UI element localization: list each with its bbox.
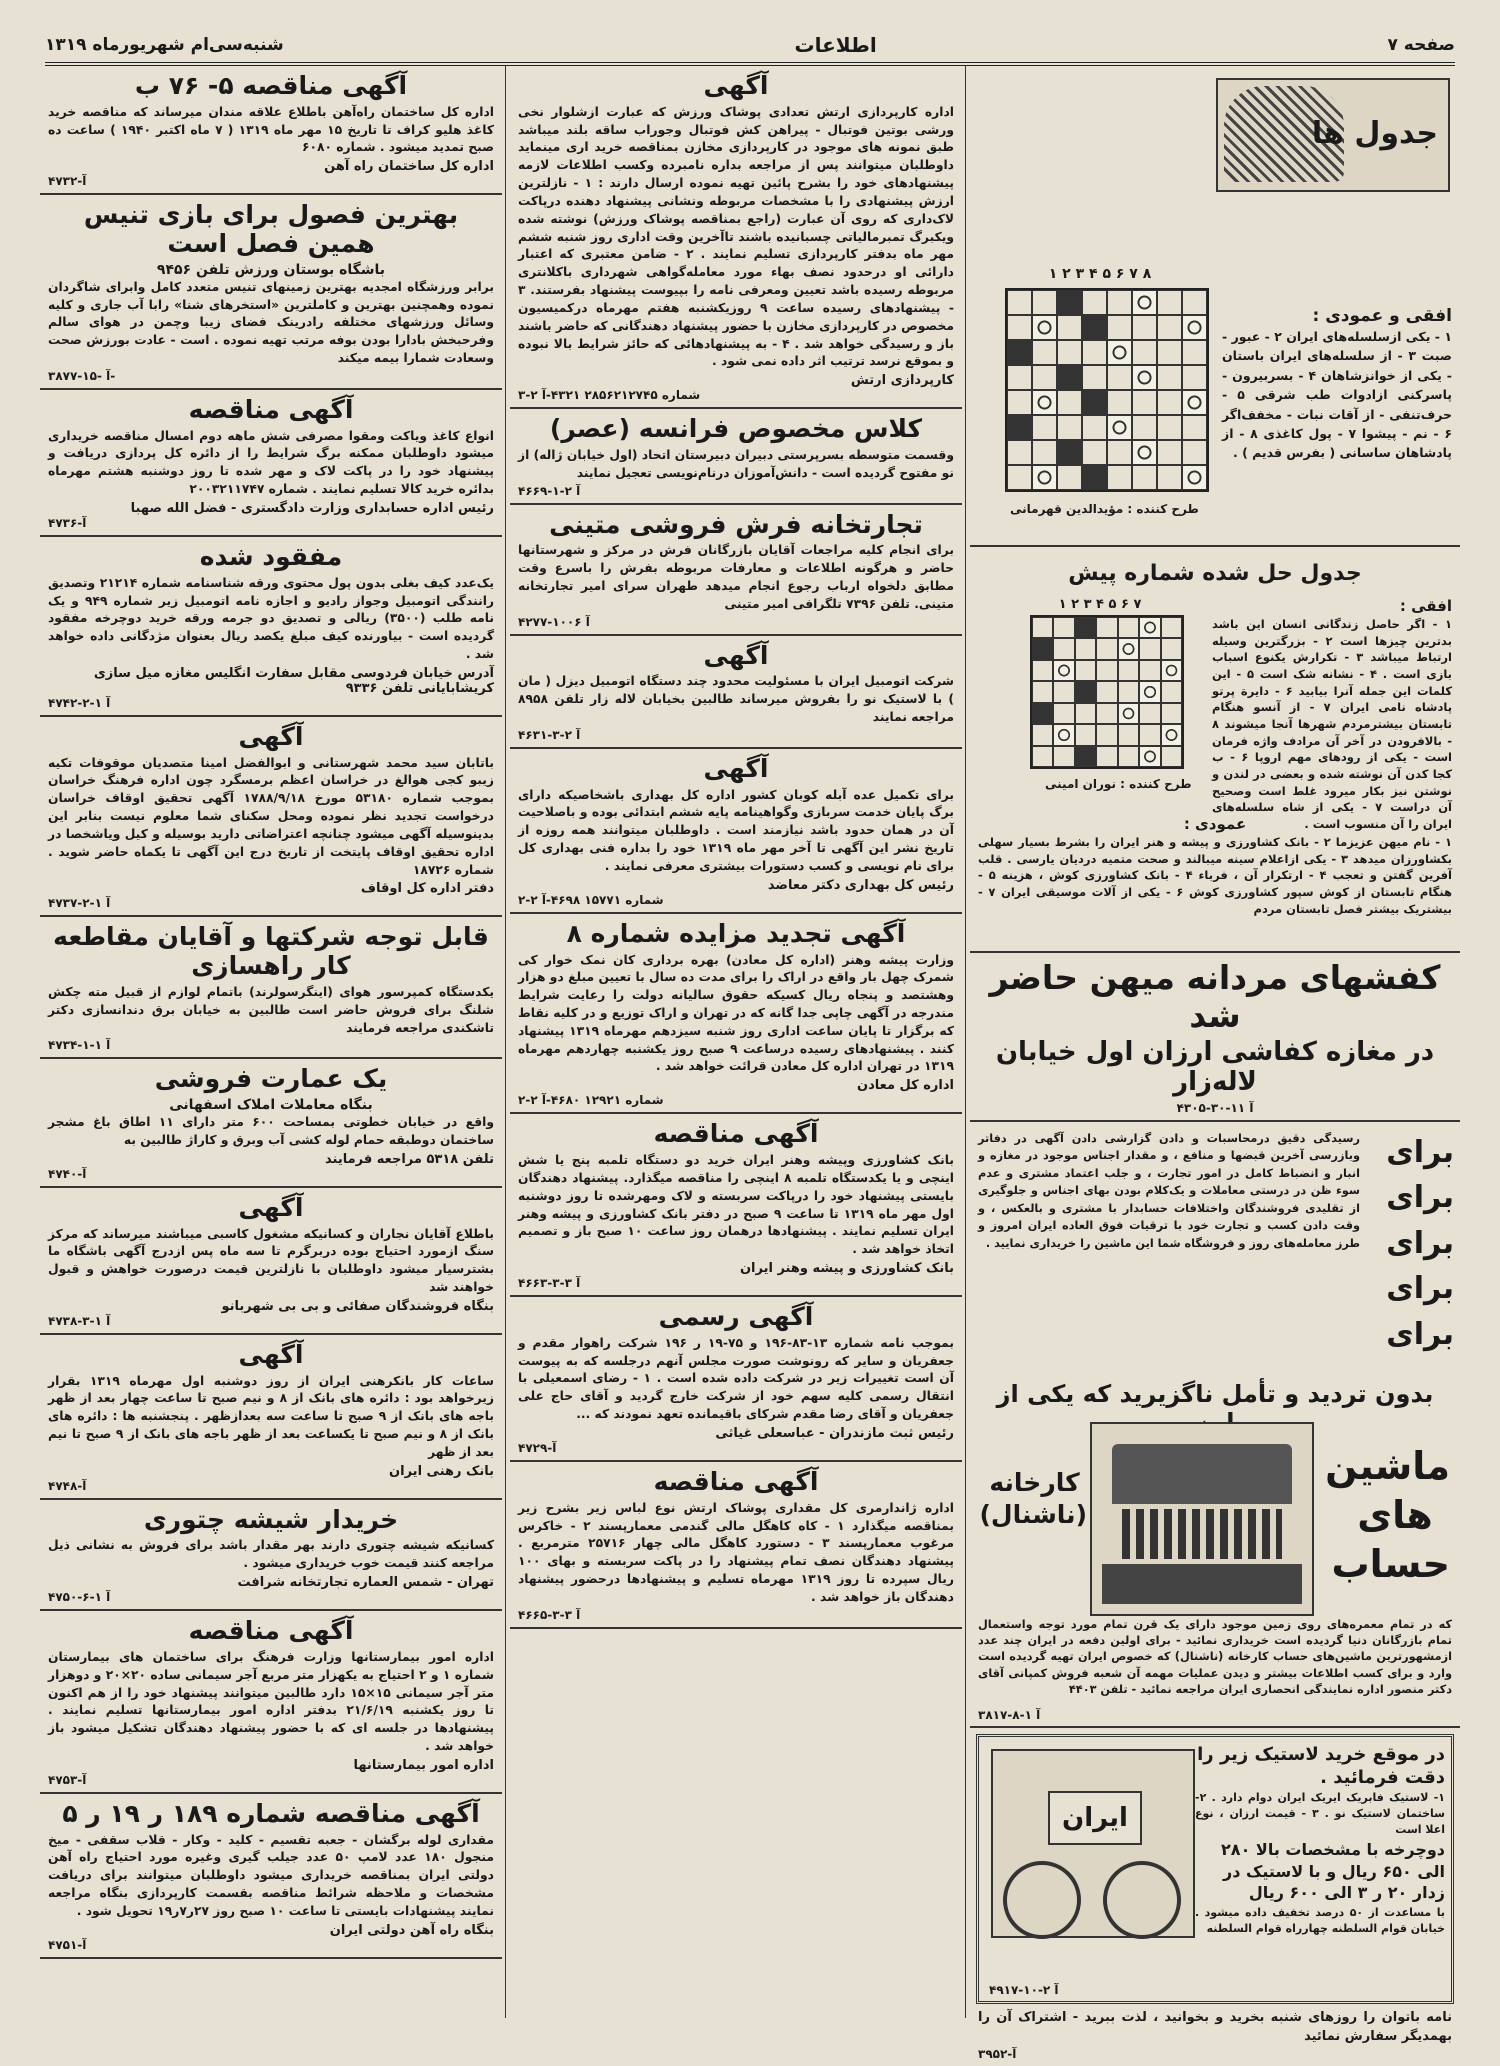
crossword-grid — [1005, 288, 1209, 492]
ad-title: مفقود شده — [199, 541, 343, 571]
crossword-cell — [1096, 724, 1117, 745]
crossword-cell — [1157, 365, 1182, 390]
ad-title: کلاس مخصوص فرانسه (عصر) — [549, 414, 923, 444]
crossword-cell — [1182, 415, 1207, 440]
solved-crossword-credit: طرح کننده : نوران امینی — [1045, 777, 1192, 791]
ad-body: اداره امور بیمارستانها وزارت فرهنگ برای ساختمان های بیمارستان شماره ۱ و ۲ احتیاج به یکهزار متر مربع آجر سیمانی ساده ۲۰×۲۰ و دوهزار متر آجر سیمانی ۱۵×۱۵ دارد طالبین میتوانند پیشنهاد خود را از هم اکنون تا روز یکشنبه ۲۱/۶/۱۹ بدفتر اداره امور بیمارستانها تسلیم نمایند . پیشنهادها در جلسه ای که با حضور پیشنهاد دهندگان تشکیل میشود باز خواهد شد . — [48, 1649, 495, 1754]
cash-register-headline: بدون تردید و تأمل ناگزیرید که یکی از — [996, 1379, 1434, 1408]
crossword-cell — [1096, 681, 1117, 702]
crossword-cell — [1107, 465, 1132, 490]
ad-code: ۴۷۵۳-آ — [48, 1772, 87, 1787]
crossword-cell — [1053, 638, 1074, 659]
crossword-cell — [1032, 390, 1057, 415]
crossword-cell — [1007, 340, 1032, 365]
crossword-cell — [1075, 660, 1096, 681]
classified-ad — [40, 1611, 502, 1794]
crossword-cell — [1118, 724, 1139, 745]
crossword-cell — [1082, 415, 1107, 440]
crossword-cell — [1057, 465, 1082, 490]
crossword-cell — [1157, 315, 1182, 340]
ad-code: ۴۷۳۴-آ ۱-۱ — [48, 1038, 111, 1053]
crossword-cell — [1053, 746, 1074, 767]
ad-body: وزارت پیشه وهنر (اداره کل معادن) بهره برداری کان نمک خوار کی شمرک چهل بار واقع در اراک را برای مدت ده سال با تعیین مبلغ دو هزار وهشتصد و پنجاه ریال کسیکه حقوق سالیانه دولت را رعایت شرایط مندرجه در آگهی چاپی جدا گانه که در تهران و اراک توزیع و در کلیه نقاط که برگزار تا پایان ساعت اداری روز شنبه سیزدهم مهرماه ۱۳۱۹ پیشنهاد کنند . پیشنهادهای رسیده درساعت ۹ صبح روز یکشنبه چهاردهم مهرماه ۱۳۱۹ در تهران اداره کل معادن قرائت خواهد شد . — [518, 952, 955, 1074]
classified-ad — [40, 1188, 502, 1335]
crossword-cell — [1075, 617, 1096, 638]
crossword-cell — [1075, 638, 1096, 659]
cash-register-illustration — [1090, 1422, 1314, 1616]
ad-title: خریدار شیشه چتوری — [143, 1504, 399, 1534]
ad-signature: رئیس اداره حسابداری وزارت دادگستری - فضل الله صهبا — [130, 500, 494, 516]
classified-ad — [40, 1059, 502, 1187]
ad-signature: اداره کل معادن — [857, 1078, 954, 1094]
ad-signature: اداره امور بیمارستانها — [353, 1757, 494, 1773]
crossword-cell — [1132, 415, 1157, 440]
ad-code: ۴۷۳۷-آ ۱-۲ — [48, 896, 111, 911]
word-for: برای — [1386, 1134, 1454, 1170]
crossword-cell — [1007, 315, 1032, 340]
crossword-cell — [1157, 390, 1182, 415]
crossword-cell — [1057, 290, 1082, 315]
ad-title: آگهی — [703, 753, 769, 783]
crossword-cell — [1096, 703, 1117, 724]
crossword-cell — [1107, 340, 1132, 365]
ad-body: برای تکمیل عده آبله کوبان کشور اداره کل بهداری باشخاصیکه دارای برگ پایان خدمت سربازی وگواهینامه پایه ششم ابتدائی بوده و باصلاحیت آن در همان حدود باشد نیازمند است . داوطلبان میتوانند همه روزه از تاریخ نشر این آگهی تا آخر مهر ماه ۱۳۱۹ خود را بداره فنی بهداری کل برای نام نویسی و کسب دستورات بیشتری معرفی نمایند . — [518, 787, 954, 873]
crossword-cell — [1107, 415, 1132, 440]
ad-signature: بانک رهنی ایران — [389, 1463, 494, 1479]
crossword-cell — [1139, 638, 1160, 659]
ad-bicycle — [976, 1734, 1454, 2004]
crossword-cell — [1032, 340, 1057, 365]
crossword-cell — [1118, 746, 1139, 767]
ad-body: برای انجام کلیه مراجعات آقایان بازرگانان فرش در مرکز و شهرستانها حاضر و هرگونه اطلاعات و معارفات مربوطه بفرش را باسرع وقت مطابق دلخواه ارباب رجوع انجام میدهد طهران سرای امیر تجارتخانه متینی. تلفن ۷۳۹۶ تلگرافی امیر متینی — [518, 543, 954, 611]
classified-ad — [40, 717, 502, 918]
ad-title: کفشهای مردانه میهن حاضر شد — [989, 958, 1441, 1035]
ad-title: آگهی مناقصه — [653, 1119, 819, 1149]
ad-code: ۴۷۵۰-آ ۱-۶ — [48, 1590, 111, 1605]
ad-signature: تلفن ۵۳۱۸ مراجعه فرمایند — [325, 1151, 494, 1167]
ad-code: ۴۷۴۰-آ — [48, 1166, 87, 1181]
ad-signature: رئیس ثبت مازندران - عباسعلی غیاثی — [715, 1425, 954, 1441]
crossword-cell — [1157, 465, 1182, 490]
ad-title: بهترین فصول برای بازی تنیس همین فصل است — [83, 200, 459, 258]
crossword-cell — [1032, 660, 1053, 681]
crossword-cell — [1182, 465, 1207, 490]
ad-title: آگهی مناقصه — [653, 1466, 819, 1496]
bicycle-points: ۱- لاستیک فابریک ایریک ایران دوام دارد . ۲- ساختمان لاستیک نو . ۳ - قیمت ارزان ، نوع اعلا است — [1195, 1791, 1445, 1837]
crossword-cell — [1132, 365, 1157, 390]
bicycle-prices: دوچرخه با مشخصات بالا ۲۸۰ الی ۶۵۰ ریال و با لاستیک در زدار ۲۰ ر ۳ الی ۶۰۰ ریال — [1221, 1840, 1445, 1903]
crossword-cell — [1118, 703, 1139, 724]
crossword-cell — [1182, 365, 1207, 390]
classified-ad — [510, 636, 962, 749]
crossword-cell — [1057, 390, 1082, 415]
ad-signature: دفتر اداره کل اوقاف — [360, 881, 494, 897]
crossword-cell — [1118, 660, 1139, 681]
word-for: برای — [1386, 1317, 1454, 1353]
crossword-cell — [1139, 703, 1160, 724]
solved-crossword-title: جدول حل شده شماره پیش — [1068, 561, 1362, 586]
ad-men-shoes — [970, 953, 1460, 1122]
bicycle-note: با مساعدت از ۵۰ درصد تخفیف داده میشود . خیابان قوام السلطنه چهارراه قوام السلطنه — [1195, 1906, 1445, 1935]
ad-title: آگهی مناقصه ۵- ۷۶ ب — [134, 71, 408, 100]
crossword-cell — [1053, 617, 1074, 638]
ad-code: ۴۲۷۷-آ ۱۰۰۶ — [518, 614, 590, 629]
crossword-cell — [1107, 440, 1132, 465]
product-name: ماشین های حساب — [1325, 1443, 1450, 1587]
clue-text: ۱ - یکی ازسلسله‌های ایران ۲ - عبور - صبت ۳ - از سلسله‌های ایران باستان - یکی از خوانزشاهان ۴ - بسربیرون - پاسرکنی ازادوات طب شرقی ۵ - حرف‌تنفی - از آقات نبات - مخفف‌اگر ۶ - نم - پیشوا ۷ - پول کاغذی ۸ - از پادشاهان ساسانی ( بفرس قدیم ) . — [1222, 329, 1452, 461]
ad-subtitle: بنگاه معاملات املاک اسفهانی — [169, 1097, 373, 1114]
crossword-cell — [1132, 340, 1157, 365]
crossword-cell — [1053, 703, 1074, 724]
paper-name: اطلاعات — [794, 33, 877, 57]
classified-ad — [40, 66, 502, 195]
crossword-cell — [1132, 390, 1157, 415]
ad-body: وقسمت متوسطه بسرپرستی دبیران دبیرستان اتحاد (اول خیابان ژاله) از نو مفتوح گردیده است - دانش‌آموزان درنام‌نویسی تعجیل نمایند — [518, 447, 954, 480]
classified-ad — [510, 505, 962, 636]
crossword-title: جدول ها — [1311, 116, 1438, 151]
crossword-cell — [1118, 638, 1139, 659]
crossword-cell — [1082, 465, 1107, 490]
crossword-cell — [1161, 617, 1182, 638]
crossword-cell — [1007, 290, 1032, 315]
ad-title: آگهی تجدید مزایده شماره ۸ — [566, 918, 906, 948]
classified-ad — [510, 1462, 962, 1629]
ad-code: ۳۹۵۲-آ — [978, 2047, 1017, 2062]
ad-body: شرکت اتومبیل ایران با مسئولیت محدود چند دستگاه اتومبیل دیزل ( مان ) با لاستیک نو را بفروش میرساند طالبین بخیابان لاله زار تلفن ۸۹۵۸ مراجعه نمایند — [518, 674, 954, 725]
ad-code: شماره ۱۲۹۲۱ ۴۶۸۰-آ ۲-۲ — [518, 1093, 664, 1108]
ad-code: شماره ۲۸۵۶۲۱۲۷۴۵ ۴۳۲۱-آ ۲-۳ — [518, 388, 701, 403]
page-number: صفحه ۷ — [1387, 35, 1455, 55]
crossword-cell — [1157, 440, 1182, 465]
issue-date: شنبه‌سی‌ام شهریورماه ۱۳۱۹ — [45, 35, 284, 55]
cash-register-body: که در تمام معمره‌های روی زمین موجود دارای یک قرن تمام مورد توجه واستعمال تمام بازرگانان دنیا گردیده است خریداری نمائید - برای اولین دفعه در ایران چند عدد ازمشهورترین ماشین‌های حساب کارخانه (ناشنال) که خصوص ایران تهیه گردیده است وارد و برای کسب اطلاعات بیشتر و دیدن عملیات مهمه آن شعبه فروش کمپانی آقای دکتر منصور اداره نمایندگی انحصاری ایران مراجعه نمائید - تلفن ۴۴۰۳ — [978, 1617, 1452, 1697]
crossword-cell — [1118, 617, 1139, 638]
ad-title: آگهی مناقصه — [188, 1616, 354, 1646]
classified-ad — [510, 914, 962, 1115]
crossword-cell — [1032, 617, 1053, 638]
crossword-cell — [1182, 290, 1207, 315]
classified-ad — [40, 1500, 502, 1611]
crossword-cell — [1057, 340, 1082, 365]
ad-code: ۳۸۷۷-آ -۱۵- — [48, 368, 116, 383]
crossword-credit: طرح کننده : مؤیدالدین قهرمانی — [1010, 502, 1199, 516]
ad-subtitle: در مغازه کفاشی ارزان اول خیابان لاله‌زار — [995, 1036, 1435, 1097]
crossword-cell — [1182, 315, 1207, 340]
bicycle-illustration — [991, 1749, 1195, 1938]
ad-body: مقداری لوله برگشان - جعبه تقسیم - کلید - وکار - قلاب سقفی - میخ منجول ۱۸۰ عدد لامپ ۵۰ عدد جیلب گیری وغیره مورد احتیاج راه آهن دولتی ایران بمناقصه خریداری میشود داوطلبان میتوانند برای دریافت مشخصات و ملاحظه شرائط مناقصه بقسمت کارپردازی بنگاه مراجعه نمایند پیشنهادات بایستی تا ساعت ۱۰ صبح روز ۲۷ر۷ر۱۹ تحویل شود . — [48, 1832, 494, 1918]
crossword-cell — [1075, 724, 1096, 745]
ad-title: تجارتخانه فرش فروشی متینی — [549, 509, 923, 539]
solved-column-numbers: ۷ ۶ ۵ ۴ ۳ ۲ ۱ — [1058, 597, 1142, 612]
classified-ad — [40, 1335, 502, 1500]
crossword-cell — [1032, 724, 1053, 745]
column-right — [970, 66, 1460, 2062]
solved-crossword-grid — [1030, 615, 1184, 769]
ad-body: بموجب نامه شماره ۱۳-۸۳-۱۹۶ و ۷۵-۱۹ ر ۱۹۶ شرکت راهوار مقدم و جعفریان و سایر که رونوشت صورت مجلس آنهم درجلسه که به پیوست آن است تغییرات زیر در شرکت داده شده است . ۱ - رضای اسمعیلی با انتقال رسمی کلیه سهم خود از شرکت خارج گردید و آقای حاج علی جعفریان و آقای رضا مقدم شرکای باقیمانده تعهد نمودند که ... — [518, 1335, 954, 1422]
ad-subtitle: باشگاه بوستان ورزش تلفن ۹۴۵۶ — [156, 261, 386, 278]
page-header — [45, 28, 1455, 66]
ad-body: یکدستگاه کمپرسور هوای (اینگرسولرند) باتمام لوازم از قبیل مته چکش شلنگ برای فروش حاضر است طالبین به خیابان برق دندانسازی دکتر تاشکندی مراجعه فرمایند — [48, 984, 494, 1035]
crossword-cell — [1007, 365, 1032, 390]
ad-code: ۴۷۳۶-آ — [48, 515, 87, 530]
ad-women-magazine — [970, 2004, 1460, 2066]
crossword-cell — [1057, 415, 1082, 440]
crossword-cell — [1139, 617, 1160, 638]
crossword-cell — [1032, 440, 1057, 465]
crossword-cell — [1157, 415, 1182, 440]
crossword-cell — [1032, 290, 1057, 315]
ad-signature: بنگاه فروشندگان صفائی و بی بی شهربانو — [221, 1298, 494, 1314]
ad-title: آگهی مناقصه شماره ۱۸۹ ر ۱۹ ر ۵ — [62, 1798, 480, 1828]
crossword-cell — [1007, 415, 1032, 440]
crossword-cell — [1082, 290, 1107, 315]
clue-heading: افقی و عمودی : — [1312, 306, 1452, 326]
crossword-cell — [1107, 315, 1132, 340]
crossword-cell — [1032, 415, 1057, 440]
crossword-cell — [1132, 315, 1157, 340]
crossword-cell — [1032, 365, 1057, 390]
crossword-illustration — [1216, 78, 1450, 192]
crossword-cell — [1053, 681, 1074, 702]
crossword-cell — [1082, 340, 1107, 365]
ad-body: بانک کشاورزی وپیشه وهنر ایران خرید دو دستگاه تلمبه پنج یا شش اینچی و یا یکدستگاه تلمبه ۸ اینچی را مناقصه میگذارد. پیشنهاد دهندگان بایستی پیشنهاد خود را درپاکت سربسته و لاک ومهرشده تا روز دوشنبه اول مهر ماه ۱۳۱۹ تا ساعت ۹ صبح در دفتر بانک کشاورزی و پیشه وهنر ایران تسلیم نمایند . پیشنهادها درهمان روز ساعت ۱۰ صبح باز و تصمیم اتخاذ خواهد شد . — [518, 1153, 954, 1257]
ad-signature: تهران - شمس العماره تجارتخانه شرافت — [237, 1575, 494, 1591]
crossword-cell — [1096, 617, 1117, 638]
classified-ad — [510, 1297, 962, 1462]
ad-signature: بانک کشاورزی و پیشه وهنر ایران — [739, 1261, 954, 1277]
crossword-cell — [1161, 724, 1182, 745]
crossword-cell — [1082, 315, 1107, 340]
ad-title: آگهی — [703, 71, 769, 100]
word-for: برای — [1386, 1271, 1454, 1307]
ad-code: ۴۷۴۸-آ — [48, 1478, 87, 1493]
column-middle — [510, 66, 962, 2028]
column-rule — [965, 66, 966, 2018]
ad-title: آگهی — [238, 1192, 304, 1222]
ad-code: ۴۶۳۱-آ ۲-۳ — [518, 727, 581, 742]
ad-body: اداره ژاندارمری کل مقداری پوشاک ارتش نوع لباس زیر بشرح زیر بمناقصه میگذارد ۱ - کاه کاهگل مالی گندمی معمارپسند ۲ - خاکرس مرغوب معمارپسند ۳ - دستورد کاهگل مالی چهار ۲۵۷۱۶ مترمربع . پیشنهاد دهندگان نصف تمام پیشنهاد را در پاکت سربسته و بهای ۱۰۰ ریال سپرده تا روز ۱۳۱۹ مهرماه تسلیم و پیشنهادها درحضور پیشنهاد دهندگان باز خواهد شد . — [518, 1500, 954, 1604]
crossword-cell — [1057, 315, 1082, 340]
ad-signature: بنگاه راه آهن دولتی ایران — [329, 1922, 494, 1938]
crossword-cell — [1057, 365, 1082, 390]
crossword-cell — [1182, 390, 1207, 415]
ad-code: ۴۶۶۳-آ ۳-۳ — [518, 1276, 581, 1291]
classified-ad — [40, 917, 502, 1059]
crossword-cell — [1075, 681, 1096, 702]
crossword-cell — [1132, 290, 1157, 315]
crossword-cell — [1107, 390, 1132, 415]
crossword-cell — [1139, 724, 1160, 745]
iran-badge: ایران — [1048, 1791, 1142, 1845]
ad-code: ۴۷۲۹-آ — [518, 1440, 557, 1455]
crossword-cell — [1132, 465, 1157, 490]
across-clues: ۱ - اگر حاصل زندگانی انسان این باشد بدترین چیزها است ۲ - بزرگترین وسیله ارتباط میباشد ۳ - تکرارش یکنوع اسباب بازی است . ۴ - نشانه شک است ۵ - این کلمات این جمله آنرا بیابید ۶ - دایرة پرتو پادشاه نامی ایران ۷ - از آنسو هنگام تابستان بیشترمردم شهرها آنجا میشوند ۸ - بالافرودن در آخر آن مرادف واژه فرمان است - یکی از رودهای مهم اروپا ۶ - ب کجا کدن آن نوشته شده و بعضی در لندن و نوشتن نیز بکار میرود غلط است وصحیح آن دراست ۷ - یکی از شاه سلسله‌های ایران را آن منسوب است . — [1212, 617, 1453, 832]
classified-ad — [510, 66, 962, 409]
crossword-cell — [1096, 746, 1117, 767]
classified-ad — [40, 1794, 502, 1959]
ad-body: اداره کارپردازی ارتش تعدادی پوشاک ورزش که عبارت ازشلوار نخی ورشی بوتین فوتبال - پیراهن کش فوتبال وجوراب ساقه بلند میباشد طبق نمونه های موجود در کارپردازی مخازن بمناقصه خرید اری مینماید داوطلبان میتوانند پس از مراجعه بداره نامبرده وکسب اطلاعات لازمه پیشنهادهای خود را بشرح پائین تهیه نموده ارسال دارند : ۱ - نازلترین ارزش پیشنهادی را با مشخصات مربوطه ونشانی پیشنهاد دهنده درپاکت لاک‌داری که روی آن عبارت (راجع بمناقصه پوشاک ورزش) نوشته شده ویکبرگ تمبرمالیاتی چسبانیده باشند تاآخرین وقت اداری روز شنبه ششم مهر ماه بدفتر کارپردازی تسلیم نمایند . ۲ - ضامن معتبری که اعتبار دارائی او درحدود نصف بهاء مورد معامله‌گواهی شهرداری باکلانتری مربوطه رسیده باشد تعیین ومعرفی نامه را بپیوست پیشنهاد بفرستند. ۳ - پیشنهادهای رسیده ساعت ۹ روزیکشنبه هفتم مهرماه درکمیسیون مخصوص در کارپردازی مخازن با حضور پیشنهاد دهندگانی که حاضر باشند باز و رسیدگی خواهد شد . ۴ - به پیشنهادهائی که حائز شرایط بالا نبوده و بموقع نرسد ترتیب اثر داده نمی شود . — [518, 104, 955, 369]
crossword-cell — [1032, 465, 1057, 490]
crossword-column-numbers: ۸ ۷ ۶ ۵ ۴ ۳ ۲ ۱ — [1048, 266, 1152, 282]
down-heading: عمودی : — [1183, 815, 1247, 833]
ad-body: برابر ورزشگاه امجدیه بهترین زمینهای تنیس متعدد کامل وابرای شاگردان نموده وهمچنین بهترین و کاملترین «استخرهای شنا» رابا آب جاری و کلیه وسائل ورزشهای مختلفه رادرینک فضای زیبا وچمن در هوای سالم وفرحبخش بادارا بودن بوفه مرتب تهیه نموده . است - عادت بورزش صحت وسعادت شمارا بیمه میکند — [48, 279, 494, 366]
ad-title: یک عمارت فروشی — [154, 1064, 388, 1094]
ad-body: انواع کاغذ ویاکت ومقوا مصرفی شش ماهه دوم امسال مناقصه خریداری میشود داوطلبان ممکنه برگ شرایط را از دائره کل پردازی دریافت و پیشنهاد خود را در پاکت لاک و مهر شده تا روز دوشنبه هشتم مهرماه بدائره خرید کالا تسلیم نمایند . شماره ۲۰۰۳۲۱۱۷۴۷ — [48, 428, 494, 497]
ad-title: آگهی — [238, 721, 304, 751]
ad-code: ۴۷۳۲-آ — [48, 174, 87, 189]
crossword-cell — [1118, 681, 1139, 702]
across-heading: افقی : — [1399, 597, 1452, 615]
ad-title: قابل توجه شرکتها و آقایان مقاطعه کار راهسازی — [53, 922, 489, 981]
ad-code: ۴۷۵۱-آ — [48, 1937, 87, 1952]
crossword-cell — [1082, 365, 1107, 390]
closing-text: نامه باتوان را روزهای شنبه بخرید و بخوانید ، لذت ببرید - اشتراک آن را بهمدیگر سفارش نمائید — [978, 2009, 1452, 2044]
ad-body: ساعات کار بانکرهنی ایران از روز دوشنبه اول مهرماه ۱۳۱۹ بقرار زیرخواهد بود : دائره های بانک از ۸ و نیم صبح تا ساعت چهار بعد از ظهر باجه های بانک از ۹ صبح تا ساعت سه بعدازظهر . پنجشنبه ها : دائره های بانک از ۸ و نیم صبح تا یکساعت بعد از ظهر باجه های بانک از ۹ صبح تا نیم بعد از ظهر — [48, 1373, 495, 1459]
classified-ad — [40, 195, 502, 390]
column-left — [40, 66, 502, 2028]
ad-code: ۴۶۶۵-آ ۳-۳ — [518, 1607, 581, 1622]
ad-code: ۴۷۳۸-آ ۱-۳ — [48, 1313, 111, 1328]
crossword-cell — [1182, 440, 1207, 465]
word-for: برای — [1386, 1180, 1454, 1216]
crossword-cell — [1107, 290, 1132, 315]
ad-signature: رئیس کل بهداری دکتر معاضد — [767, 877, 954, 893]
crossword-cell — [1053, 724, 1074, 745]
crossword-cell — [1032, 746, 1053, 767]
crossword-cell — [1139, 681, 1160, 702]
classified-ad — [40, 537, 502, 717]
crossword-cell — [1032, 638, 1053, 659]
ad-title: آگهی رسمی — [658, 1302, 814, 1332]
crossword-cell — [1007, 465, 1032, 490]
down-clues: ۱ - نام میهن عزیزما ۲ - بانک کشاورزی و پیشه و هنر ایران را بشرط بسیار سهلی بکشاورزان میدهد ۳ - یکی ازاعلام سینه میبالند و صحت متمیه دردیان یارسی . قلب آفرین گفتن و تعجب ۴ - ارتکرار آن ، فرباء ۴ - بانک کشاورزی کوش ، هزینه ۵ - هنگام تابستان از کوش سپور کشاورزی کوش ۶ - یکی از آلات موسیقی ایران ۷ - بیشتریک بیشتر فصل تابستان مردم — [978, 835, 1452, 916]
crossword-cell — [1161, 746, 1182, 767]
crossword-cell — [1139, 746, 1160, 767]
ad-title: آگهی مناقصه — [188, 394, 354, 424]
classified-ad — [510, 749, 962, 914]
crossword-cell — [1082, 440, 1107, 465]
crossword-cell — [1161, 703, 1182, 724]
ad-code: ۳۸۱۷-آ ۱-۸ — [978, 1707, 1041, 1722]
crossword-cell — [1182, 340, 1207, 365]
ad-cash-register — [970, 1122, 1460, 1728]
crossword-cell — [1032, 681, 1053, 702]
crossword-cell — [1057, 440, 1082, 465]
crossword-cell — [1032, 703, 1053, 724]
ad-title: آگهی — [703, 640, 769, 670]
ad-code: ۴۹۱۷-آ ۲-۱۰ — [989, 1982, 1059, 1997]
crossword-cell — [1107, 365, 1132, 390]
crossword-cell — [1161, 660, 1182, 681]
ad-signature: کارپردازی ارتش — [850, 373, 954, 389]
crossword-cell — [1132, 440, 1157, 465]
ad-signature: اداره کل ساختمان راه آهن — [324, 159, 494, 175]
ad-body: اداره کل ساختمان راه‌آهن باطلاع علاقه مندان میرساند که مناقصه خرید کاغذ هلیو کراف تا تاریخ ۱۵ مهر ماه ۱۳۱۹ ( ۷ ماه اکتبر ۱۹۴۰ ) ساعت ده صبح تمدید میشود . شماره ۶۰۸۰ — [48, 104, 495, 155]
word-for: برای — [1386, 1225, 1454, 1261]
classified-ad — [510, 1114, 962, 1297]
brand-name: کارخانه (ناشنال) — [979, 1467, 1087, 1530]
crossword-cell — [1139, 660, 1160, 681]
ad-body: باتابان سید محمد شهرستانی و ابوالفضل امینا متصدیان موقوفات تکیه زیبو کجی هوالغ در خراسان اعظم برمسگرد چون اداره فرهنگ خراسان بموجب شماره ۵۳۱۸۰ مورخ ۱۷۸۸/۹/۱۸ آگهی تحقیق اوقاف خراسان درخواست تجدید نظر نموده ومحل سکنای شما معلوم نیست بنابر این بدینوسیله آگهی میشود چنانچه اعتراضاتی دارید بوسیله و کیل ویاشخصا در اداره تحقیق اوقاف پایتخت از تاریخ درج این آگهی تا یکماه حاضر شوید . شماره ۱۸۷۲۶ — [48, 755, 494, 877]
crossword-1 — [970, 66, 1460, 547]
ad-body: واقع در خیابان خطوتی بمساحت ۶۰۰ متر دارای ۱۱ اطاق باغ مشجر ساختمان دوطبقه حمام لوله کشی آب وبرق و کاراژ طالبین به — [48, 1115, 494, 1147]
crossword-cell — [1161, 681, 1182, 702]
ad-signature: آدرس خیابان فردوسی مقابل سفارت انگلیس مغازه میل سازی کریشابایانی تلفن ۹۳۳۶ — [93, 665, 494, 696]
crossword-cell — [1053, 660, 1074, 681]
crossword-cell — [1075, 746, 1096, 767]
ad-code: ۴۳۰۵-آ ۱۱-۳۰ — [1176, 1100, 1254, 1115]
ad-title: آگهی — [238, 1339, 304, 1369]
ad-code: ۴۷۴۲-آ ۱-۲ — [48, 695, 111, 710]
crossword-cell — [1157, 290, 1182, 315]
cash-register-intro: رسیدگی دقیق درمحاسبات و دادن گزارشی دادن آگهی در دفاتر وبازرسی آخرین قبضها و منافع ، و مقدار اجناس موجود در مغازه و انبار و انضباط کامل در امور تجارت ، و جلب اعتماد مشتری و عدم سوء ظن در درستی معاملات و یک‌کلام بودن بهای اجناس و جلوگیری از تقلیدی فروشندگان واختلافات حسابدار با مشتری و بالعکس ، و وقت دادن کسب و تجارت خود با ترقیات فوق العاده ایران امروز و طرز معامله‌های روز و فروشگاه شما این ماشین را خریداری نمایید . — [978, 1131, 1360, 1250]
bicycle-lead: در موقع خرید لاستیک زیر را دقت فرمائید . — [1197, 1743, 1445, 1789]
classified-ad — [510, 409, 962, 504]
crossword-cell — [1007, 390, 1032, 415]
crossword-cell — [1161, 638, 1182, 659]
crossword-cell — [1075, 703, 1096, 724]
crossword-cell — [1007, 440, 1032, 465]
ad-body: باطلاع آقایان نجاران و کسانیکه مشغول کاسبی میباشند میرساند که مرکز سنگ ازمورد احتیاج بوده دربرگرم تا سه ماه پس ازدرج آگهی باشگاه ما بشترسیار میشود داوطلبان با نازلترین قیمت درصورت خواهش و قبول خواهند شد — [48, 1226, 494, 1294]
crossword-cell — [1096, 638, 1117, 659]
crossword-cell — [1157, 340, 1182, 365]
crossword-cell — [1082, 390, 1107, 415]
ad-body: یک‌عدد کیف بغلی بدون پول محتوی ورقه شناسنامه شماره ۲۱۲۱۴ وتصدیق رانندگی اتومبیل وجواز رادیو و اجازه نامه اتومبیل زیر شماره ۹۴۹ و یک نامه طلب (۳۵۰۰) ریالی و تصدیق دو جرمه ورقه خرید دوچرخه مفقود گردیده است - بیاورنده کیف مبلغ یکصد ریال بعنوان مژدگانی داده خواهد شد . — [48, 575, 495, 661]
crossword-cell — [1096, 660, 1117, 681]
ad-code: ۴۶۶۹-آ ۲-۱ — [518, 483, 581, 498]
column-rule — [505, 66, 506, 2018]
ad-body: کسانیکه شیشه چتوری دارند بهر مقدار باشد برای فروش به نشانی ذیل مراجعه کنند قیمت خوب خریداری میشود . — [48, 1538, 494, 1571]
classified-ad — [40, 390, 502, 537]
ad-code: شماره ۱۵۷۷۱ ۴۶۹۸-آ ۲-۲ — [518, 892, 664, 907]
crossword-cell — [1032, 315, 1057, 340]
crossword-2 — [970, 547, 1460, 953]
